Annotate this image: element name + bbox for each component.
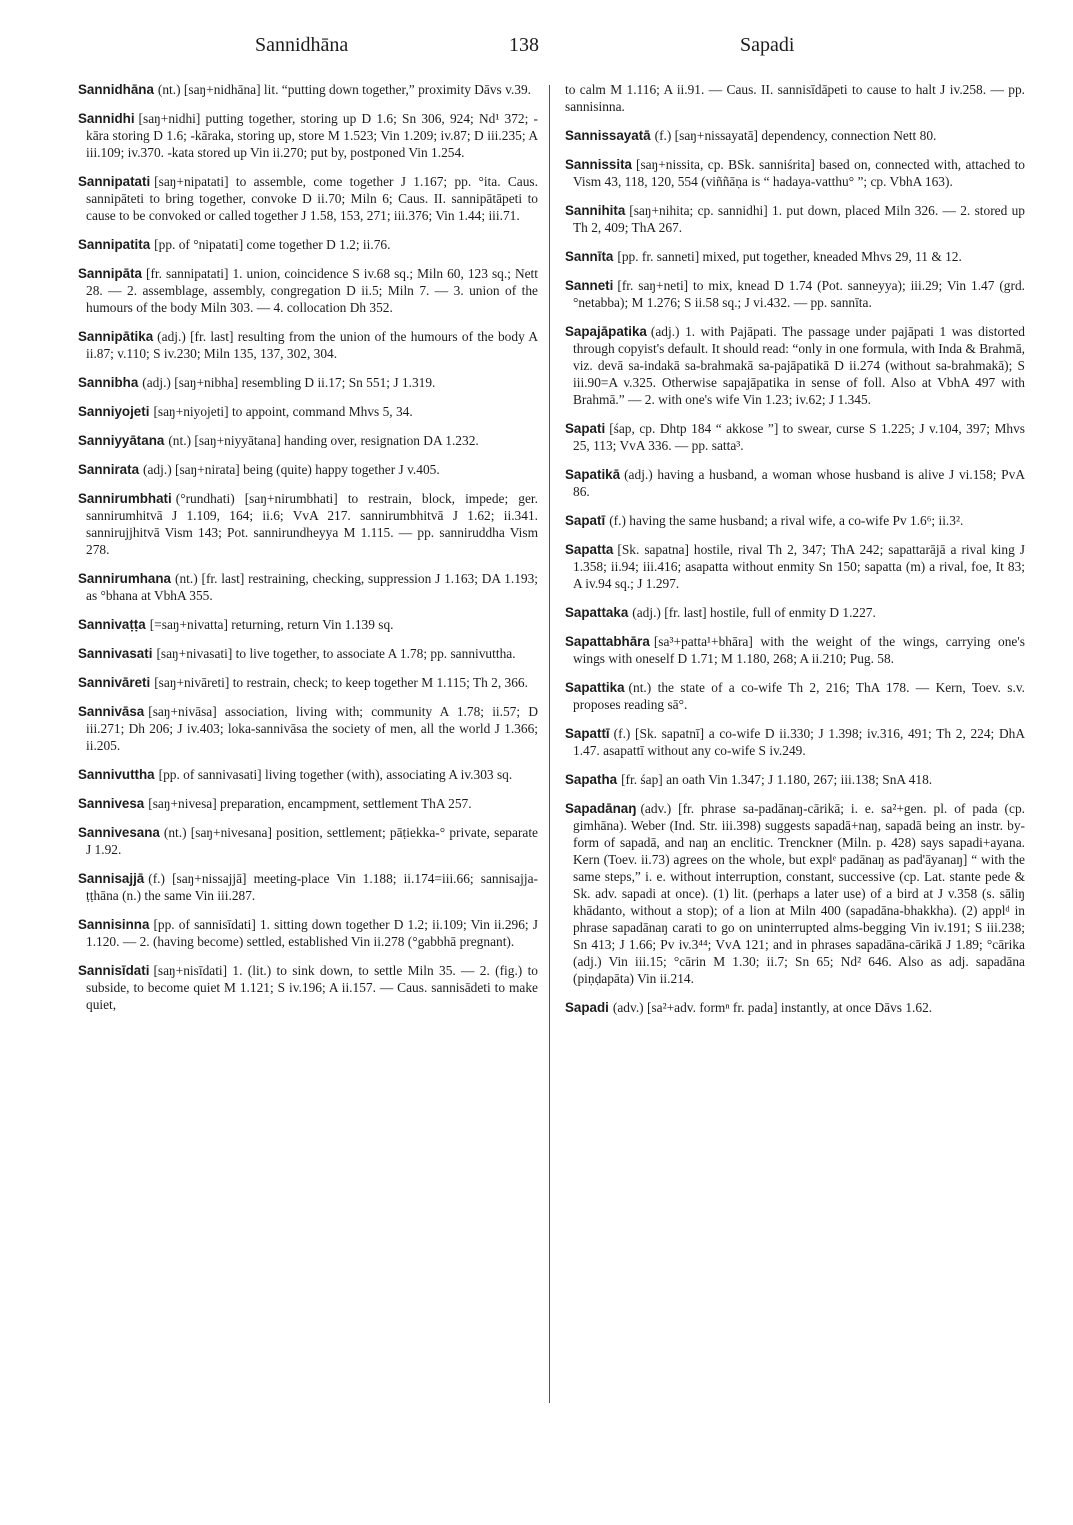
header-left-guide-word: Sannidhāna [255,34,349,56]
entry-headword: Sannisinna [78,917,150,932]
entry-headword: Sannirata [78,462,140,477]
entry-headword: Sannipātika [78,329,154,344]
entry-headword: Sapattī [565,726,610,741]
entry-definition: (adv.) [fr. phrase sa-padānaŋ-cārikā; i. e. sa²+gen. pl. of pada (cp. gimhāna). Weber (Ind. Str. iii.398) suggests sapadā+naŋ, sapadā being an instr. by-form of sapadā, and naŋ an enclitic. Trenckner (Miln. p. 428) says sapadi+ayana. Kern (Toev. ii.73) agrees on the whole, but explᵉ padānaŋ as pad'āyanaŋ] “ with the same steps,” i. e. without interruption, constant, successive (cp. Lat. stante pede & Sk. adv. sapadi at once). (1) lit. (perhaps a later use) of a bird at J v.358 (s. sāliŋ khādanto, without a stop); of a lion at Miln 400 (sapadāna-bhakkha). (2) applᵈ in phrase sapadānaŋ carati to go on uninterrupted alms-begging Vin iv.191; S iii.238; Sn 413; J 1.66; Pv iv.3⁴⁴; VvA 121; and in phrases sapadāna-cārikā J 1.89; °cārika (adj.) Vin iii.15; °cārin M 1.30; ii.7; Sn 65; Nd² 646. Also as adj. sapadāna (piṇḍapāta) Vin ii.214. [573,801,1025,986]
entry-headword: Sannivāsa [78,704,145,719]
entry-definition: (adj.) [saŋ+nibha] resembling D ii.17; Sn 551; J 1.319. [142,375,436,390]
dictionary-entry [565,202,1025,236]
entry-headword: Sapadānaŋ [565,801,637,816]
entry-definition: (adj.) [fr. last] hostile, full of enmity D 1.227. [632,605,876,620]
dictionary-entry [565,800,1025,987]
entry-definition: [fr. sannipatati] 1. union, coincidence S iv.68 sq.; Miln 60, 123 sq.; Nett 28. — 2. assemblage, assembly, congregation D ii.5; Miln 7. — 3. union of the humours of the body Miln 303. — 4. collocation Dh 352. [86,266,538,315]
entry-definition: (nt.) [saŋ+niyyātana] handing over, resignation DA 1.232. [168,433,479,448]
entry-headword: Sapatha [565,772,618,787]
dictionary-entry [565,999,1025,1016]
dictionary-entry [78,432,538,449]
page-header [0,34,1073,64]
entry-definition: [saŋ+nisīdati] 1. (lit.) to sink down, to settle Miln 35. — 2. (fig.) to subside, to become quiet M 1.121; S iv.196; A ii.157. — Caus. sannisādeti to make quiet, [86,963,538,1012]
entry-definition: (adj.) [fr. last] resulting from the union of the humours of the body A ii.87; v.110; S iv.230; Miln 135, 137, 302, 304. [86,329,538,361]
header-right-guide-word: Sapadi [740,34,795,56]
entry-definition: to calm M 1.116; A ii.91. — Caus. II. sannisīdāpeti to cause to halt J iv.258. — pp. sannisinna. [565,82,1025,114]
dictionary-entry [565,725,1025,759]
entry-definition: (f.) [Sk. sapatnī] a co-wife D ii.330; J 1.398; iv.316, 491; Th 2, 224; DhA 1.47. asapattī without any co-wife S iv.249. [573,726,1025,758]
entry-headword: Sannihita [565,203,626,218]
dictionary-entry [565,512,1025,529]
dictionary-entry [78,570,538,604]
entry-headword: Sapajāpatika [565,324,647,339]
entry-definition: [saŋ+nivasati] to live together, to associate A 1.78; pp. sannivuttha. [156,646,516,661]
dictionary-entry [78,916,538,950]
entry-definition: [sa³+patta¹+bhāra] with the weight of the wings, carrying one's wings with oneself D 1.71; M 1.180, 268; A ii.210; Pug. 58. [573,634,1025,666]
entry-definition: (adj.) 1. with Pajāpati. The passage under pajāpati 1 was distorted through copyist's default. It should read: “only in one formula, with Inda & Brahmā, viz. devā sa-indakā sa-brahmakā sa-pajāpatikā D ii.274 (without sa-brahmakā); S iii.90=A v.325. Otherwise sapajāpatika in sense of foll. Also at VbhA 497 with Brahmā.” — 2. with one's wife Vin 1.23; iv.62; J 1.345. [573,324,1025,407]
entry-definition: (°rundhati) [saŋ+nirumbhati] to restrain, block, impede; ger. sannirumhitvā J 1.109, 164; ii.6; VvA 217. sannirumbhitvā J 1.62; ii.341. sannirujjhitvā Vism 143; Pot. sannirundheyya M 1.115. — pp. sanniruddha Vism 278. [86,491,538,557]
entry-headword: Sannirumhana [78,571,172,586]
entry-headword: Sanniyyātana [78,433,165,448]
entry-headword: Sanneti [565,278,614,293]
entry-headword: Sannivasati [78,646,153,661]
entry-definition: [pp. of sannivasati] living together (with), associating A iv.303 sq. [158,767,513,782]
dictionary-entry [78,645,538,662]
entry-definition: [saŋ+nipatati] to assemble, come together J 1.167; pp. °ita. Caus. sannipāteti to bring together, convoke D ii.70; Miln 6; Caus. II. sannipātāpeti to cause to be convoked or called together J 1.58, 153, 271; iii.376; Vin 1.44; iii.71. [86,174,538,223]
dictionary-entry [565,248,1025,265]
entry-definition: [saŋ+nidhi] putting together, storing up D 1.6; Sn 306, 924; Nd¹ 372; -kāra storing D 1.6; -kāraka, storing up, store M 1.523; Vin 1.209; iv.87; D iii.235; A iii.109; iv.370. -kata stored up Vin ii.270; put by, postponed Vin 1.254. [86,111,538,160]
dictionary-entry [565,323,1025,408]
dictionary-entry [78,766,538,783]
dictionary-entry [565,633,1025,667]
entry-definition: [=saŋ+nivatta] returning, return Vin 1.139 sq. [149,617,394,632]
entry-definition: [pp. fr. sanneti] mixed, put together, kneaded Mhvs 29, 11 & 12. [617,249,962,264]
dictionary-entry [78,328,538,362]
entry-definition: [śap, cp. Dhtp 184 “ akkose ”] to swear, curse S 1.225; J v.104, 397; Mhvs 25, 113; VvA 336. — pp. satta³. [573,421,1025,453]
entry-definition: (f.) [saŋ+nissayatā] dependency, connection Nett 80. [654,128,937,143]
entry-headword: Sapati [565,421,606,436]
entry-definition: (f.) [saŋ+nissajjā] meeting-place Vin 1.188; ii.174=iii.66; sannisajja-ṭṭhāna (n.) the same Vin iii.287. [86,871,538,903]
entry-definition: [pp. of sannisīdati] 1. sitting down together D 1.2; ii.109; Vin ii.296; J 1.120. — 2. (having become) settled, established Vin ii.278 (°gabbhā pregnant). [86,917,538,949]
dictionary-entry [565,81,1025,115]
entry-definition: [fr. saŋ+neti] to mix, knead D 1.74 (Pot. sanneyya); iii.29; Vin 1.47 (grd. °netabba); M 1.276; S ii.58 sq.; J vi.432. — pp. sannīta. [573,278,1025,310]
entry-definition: (nt.) [fr. last] restraining, checking, suppression J 1.163; DA 1.193; as °bhana at VbhA 355. [86,571,538,603]
dictionary-entry [78,490,538,558]
entry-definition: [Sk. sapatna] hostile, rival Th 2, 347; ThA 242; sapattarājā a rival king J 1.358; ii.94; iii.416; asapatta without enmity Sn 150; sapatta (m) a rival, foe, It 83; A iv.94 sq.; J 1.297. [573,542,1025,591]
column-divider [549,85,550,1403]
dictionary-entry [78,236,538,253]
entry-headword: Sannivesa [78,796,145,811]
entry-headword: Sannissita [565,157,632,172]
page-number: 138 [509,34,539,56]
entry-headword: Sannivuttha [78,767,155,782]
dictionary-entry [565,127,1025,144]
dictionary-entry [78,824,538,858]
entry-definition: (nt.) [saŋ+nivesana] position, settlement; pāṭiekka-° private, separate J 1.92. [86,825,538,857]
entry-definition: [fr. śap] an oath Vin 1.347; J 1.180, 267; iii.138; SnA 418. [621,772,933,787]
entry-headword: Sannipatati [78,174,151,189]
entry-headword: Sapattika [565,680,625,695]
entry-headword: Sannivaṭṭa [78,617,146,632]
entry-headword: Sannidhāna [78,82,154,97]
entry-definition: (nt.) the state of a co-wife Th 2, 216; ThA 178. — Kern, Toev. s.v. proposes reading sā°. [573,680,1025,712]
dictionary-entry [565,277,1025,311]
entry-headword: Sannivāreti [78,675,151,690]
entry-headword: Sapatta [565,542,614,557]
dictionary-entry [565,679,1025,713]
entry-headword: Sapattabhāra [565,634,650,649]
dictionary-entry [565,604,1025,621]
dictionary-entry [78,374,538,391]
entry-headword: Sannisajjā [78,871,145,886]
dictionary-entry [78,403,538,420]
entry-headword: Sapatikā [565,467,621,482]
dictionary-entry [78,616,538,633]
entry-definition: [saŋ+nihita; cp. sannidhi] 1. put down, placed Miln 326. — 2. stored up Th 2, 409; ThA 267. [573,203,1025,235]
entry-headword: Sannivesana [78,825,160,840]
dictionary-entry [78,703,538,754]
entry-headword: Sannisīdati [78,963,150,978]
entry-headword: Sannipatita [78,237,151,252]
entry-headword: Sapatī [565,513,606,528]
entry-headword: Sanniyojeti [78,404,150,419]
dictionary-entry [78,962,538,1013]
dictionary-entry [565,541,1025,592]
dictionary-entry [78,173,538,224]
dictionary-entry [78,870,538,904]
entry-definition: (nt.) [saŋ+nidhāna] lit. “putting down together,” proximity Dāvs v.39. [157,82,532,97]
entry-definition: [saŋ+nivāsa] association, living with; community A 1.78; ii.57; D iii.271; Dh 206; J iv.403; loka-sannivāsa the society of men, all the world J 1.366; ii.205. [86,704,538,753]
dictionary-entry [78,674,538,691]
dictionary-entry [78,265,538,316]
dictionary-entry [565,771,1025,788]
dictionary-entry [78,795,538,812]
right-column [565,81,1025,1028]
entry-headword: Sannipāta [78,266,142,281]
entry-definition: (adj.) having a husband, a woman whose husband is alive J vi.158; PvA 86. [573,467,1025,499]
dictionary-entry [565,466,1025,500]
entry-headword: Sannīta [565,249,614,264]
dictionary-entry [78,461,538,478]
entry-definition: (f.) having the same husband; a rival wife, a co-wife Pv 1.6⁶; ii.3². [609,513,964,528]
entry-headword: Sannidhi [78,111,135,126]
entry-headword: Sannibha [78,375,139,390]
entry-headword: Sapadi [565,1000,609,1015]
entry-headword: Sannirumbhati [78,491,172,506]
left-column [78,81,538,1025]
entry-definition: (adv.) [sa²+adv. formⁿ fr. pada] instantly, at once Dāvs 1.62. [612,1000,933,1015]
dictionary-entry [565,420,1025,454]
entry-definition: [saŋ+nivāreti] to restrain, check; to keep together M 1.115; Th 2, 366. [154,675,528,690]
entry-definition: [pp. of °nipatati] come together D 1.2; ii.76. [154,237,391,252]
dictionary-entry [78,110,538,161]
dictionary-entry [78,81,538,98]
entry-headword: Sannissayatā [565,128,651,143]
entry-headword: Sapattaka [565,605,629,620]
entry-definition: [saŋ+niyojeti] to appoint, command Mhvs 5, 34. [153,404,413,419]
entry-definition: [saŋ+nivesa] preparation, encampment, settlement ThA 257. [148,796,472,811]
entry-definition: (adj.) [saŋ+nirata] being (quite) happy together J v.405. [143,462,440,477]
entry-definition: [saŋ+nissita, cp. BSk. sanniśrita] based on, connected with, attached to Vism 43, 118, 120, 554 (viññāṇa is “ hadaya-vatthu° ”; cp. VbhA 163). [573,157,1025,189]
dictionary-entry [565,156,1025,190]
